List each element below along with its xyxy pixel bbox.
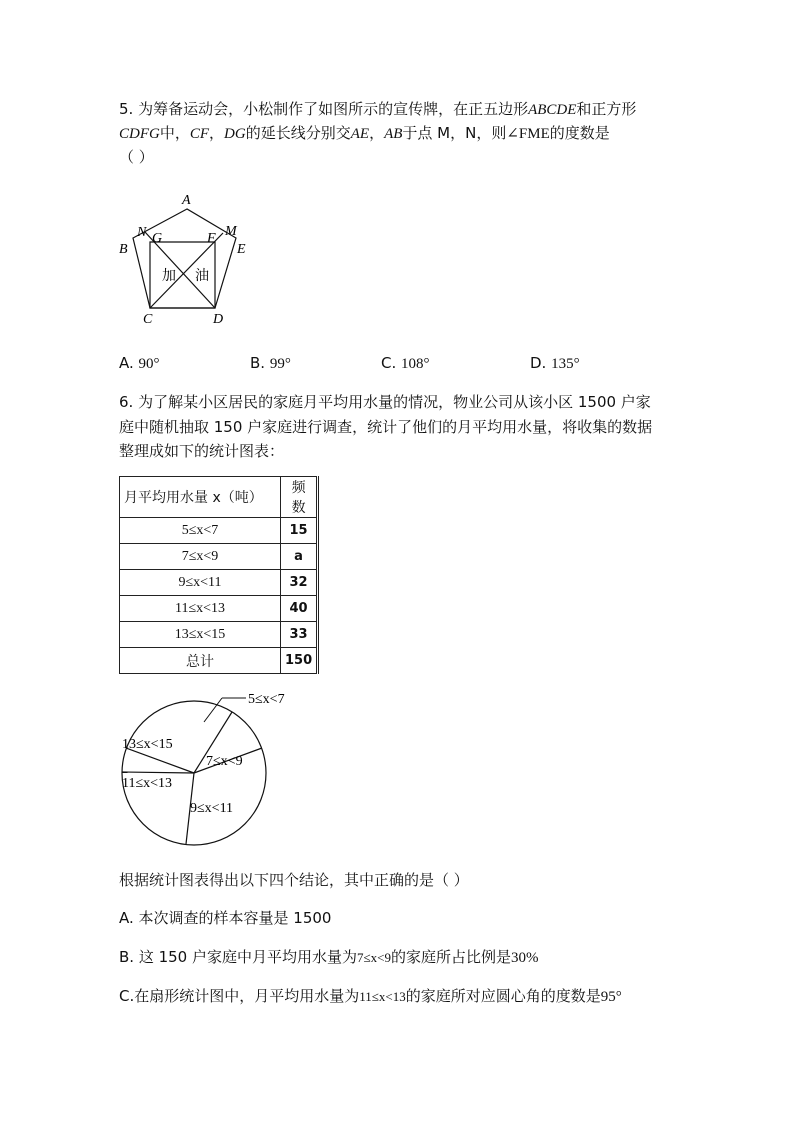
label-F: F [207, 231, 216, 246]
label-M: M [225, 224, 237, 239]
pie-divider [122, 772, 194, 773]
pentagon-name: ABCDE [528, 102, 577, 118]
label-N: N [137, 225, 147, 240]
q6-line2: 庭中随机抽取 150 户家庭进行调查，统计了他们的月平均用水量，将收集的数据 [119, 418, 653, 436]
label-B: B [119, 242, 128, 257]
q5-option-c: C. 108° [381, 354, 430, 372]
q5-line2: CDFG中，CF，DG的延长线分别交AE，AB于点 M，N，则∠FME的度数是 [119, 124, 610, 142]
label-E: E [237, 242, 246, 257]
figure-text-you: 油 [195, 268, 209, 284]
figure-text-jia: 加 [162, 268, 176, 284]
q6-option-a: A. 本次调查的样本容量是 1500 [119, 909, 332, 927]
q6-option-c: C.在扇形统计图中，月平均用水量为11≤x<13的家庭所对应圆心角的度数是95° [119, 987, 622, 1005]
q5-line1: 5. 为筹备运动会，小松制作了如图所示的宣传牌，在正五边形ABCDE和正方形 [119, 100, 637, 118]
table-row: 9≤x<11 32 [120, 570, 318, 596]
pie-chart [110, 684, 310, 846]
frequency-table [119, 476, 319, 674]
label-A: A [182, 193, 191, 208]
q5-option-a: A. 90° [119, 354, 160, 372]
header-freq: 频数 [281, 477, 318, 518]
q6-option-b: B. 这 150 户家庭中月平均用水量为7≤x<9的家庭所占比例是30% [119, 948, 539, 966]
q5-option-d: D. 135° [530, 354, 580, 372]
header-range: 月平均用水量 x（吨） [120, 477, 281, 518]
table-row: 7≤x<9 a [120, 544, 318, 570]
table-row: 13≤x<15 33 [120, 622, 318, 648]
pie-label-7-9: 7≤x<9 [206, 754, 243, 769]
table-row: 5≤x<7 15 [120, 518, 318, 544]
q6-line1: 6. 为了解某小区居民的家庭月平均用水量的情况，物业公司从该小区 1500 户家 [119, 393, 651, 411]
pie-label-13-15: 13≤x<15 [122, 737, 173, 752]
q6-line3: 整理成如下的统计图表： [119, 442, 285, 460]
table-header-row [120, 477, 318, 518]
label-D: D [213, 312, 224, 325]
pie-label-5-7: 5≤x<7 [248, 692, 285, 707]
table-row: 11≤x<13 40 [120, 596, 318, 622]
q6-conclusion-prompt: 根据统计图表得出以下四个结论，其中正确的是（ ） [119, 871, 469, 889]
q5-answer-paren: （ ） [119, 148, 154, 166]
label-G: G [152, 231, 163, 246]
table-total-row: 总计 150 [120, 648, 318, 674]
q5-option-b: B. 99° [250, 354, 291, 372]
square-name: CDFG [119, 126, 160, 142]
pentagon-square-figure [115, 190, 255, 325]
angle-symbol: ∠FME [506, 126, 550, 142]
label-C: C [143, 312, 153, 325]
regular-pentagon [133, 209, 236, 308]
pie-label-11-13: 11≤x<13 [122, 776, 173, 791]
pie-label-9-11: 9≤x<11 [190, 801, 234, 816]
